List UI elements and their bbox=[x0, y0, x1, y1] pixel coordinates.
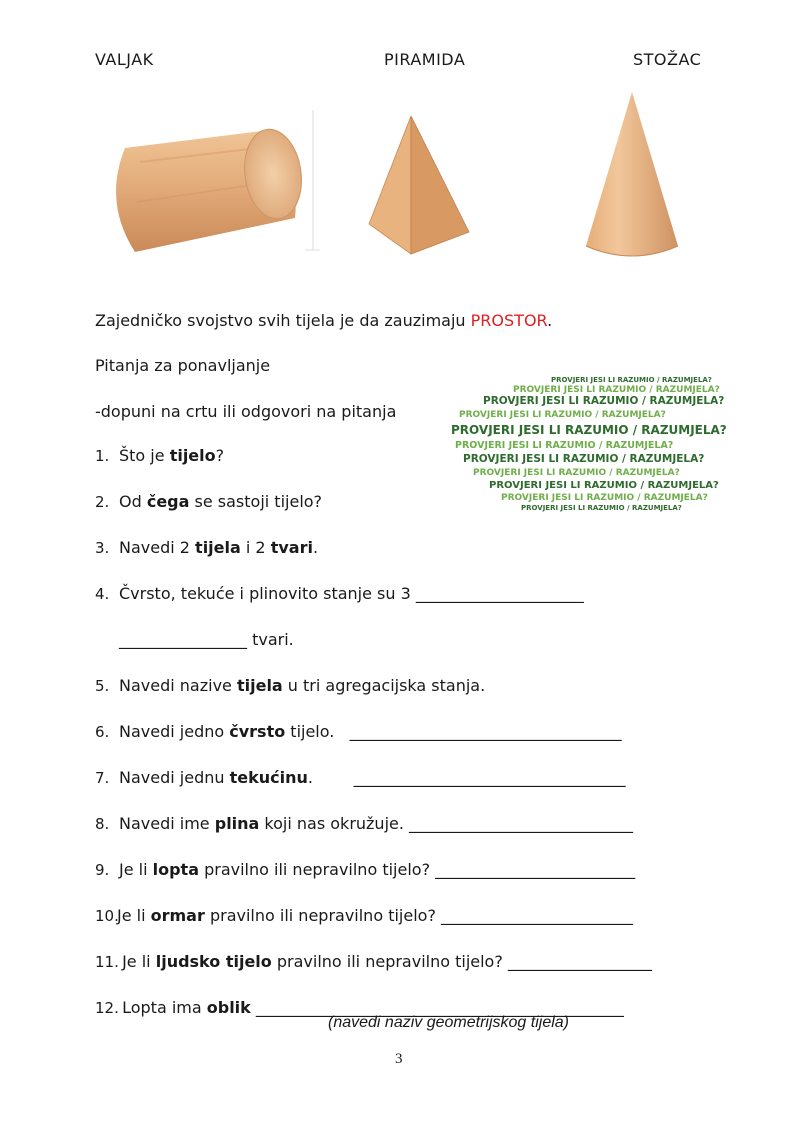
pyramid-image bbox=[365, 112, 475, 262]
question-number: 8. bbox=[95, 815, 110, 833]
keyword: plina bbox=[214, 814, 260, 833]
cloud-phrase: PROVJERI JESI LI RAZUMIO / RAZUMJELA? bbox=[501, 493, 708, 503]
question-2 bbox=[95, 492, 322, 511]
question-text: Navedi nazive bbox=[119, 676, 237, 695]
question-text: Navedi ime bbox=[119, 814, 215, 833]
cloud-phrase: PROVJERI JESI LI RAZUMIO / RAZUMJELA? bbox=[459, 410, 666, 420]
note: (navedi naziv geometrijskog tijela) bbox=[328, 1014, 569, 1031]
prostor-highlight: PROSTOR bbox=[470, 311, 548, 330]
keyword: tijela bbox=[195, 538, 241, 557]
question-text: Navedi 2 bbox=[119, 538, 196, 557]
keyword: ormar bbox=[150, 906, 205, 925]
cloud-phrase: PROVJERI JESI LI RAZUMIO / RAZUMJELA? bbox=[455, 440, 674, 451]
question-text: Od bbox=[119, 492, 147, 511]
question-number: 10. bbox=[95, 907, 119, 925]
question-1 bbox=[95, 446, 224, 465]
keyword: ljudsko tijelo bbox=[155, 952, 272, 971]
keyword: oblik bbox=[206, 998, 251, 1017]
question-number: 6. bbox=[95, 723, 110, 741]
question-text: Čvrsto, tekuće i plinovito stanje su 3 _____________________ bbox=[119, 584, 584, 603]
cone-label: STOŽAC bbox=[633, 50, 702, 69]
keyword: tijela bbox=[236, 676, 283, 695]
keyword: lopta bbox=[152, 860, 199, 879]
question-text: tijelo. __________________________________ bbox=[285, 722, 622, 741]
cloud-phrase: PROVJERI JESI LI RAZUMIO / RAZUMJELA? bbox=[463, 453, 705, 465]
question-text: Navedi jedno bbox=[119, 722, 230, 741]
question-4-continuation: ________________ tvari. bbox=[119, 630, 294, 649]
keyword: čvrsto bbox=[229, 722, 286, 741]
question-text: se sastoji tijelo? bbox=[189, 492, 323, 511]
cloud-phrase: PROVJERI JESI LI RAZUMIO / RAZUMJELA? bbox=[521, 504, 682, 512]
question-text: Navedi jednu bbox=[119, 768, 230, 787]
question-10 bbox=[95, 906, 633, 925]
question-6 bbox=[95, 722, 622, 741]
question-text: ______________________________________________ bbox=[250, 998, 624, 1017]
question-7 bbox=[95, 768, 626, 787]
question-text: . __________________________________ bbox=[307, 768, 626, 787]
intro-end: . bbox=[547, 311, 553, 330]
cloud-phrase: PROVJERI JESI LI RAZUMIO / RAZUMJELA? bbox=[451, 423, 727, 437]
question-text: . bbox=[312, 538, 319, 557]
intro-sentence bbox=[95, 311, 552, 330]
question-number: 4. bbox=[95, 585, 110, 603]
keyword: tekućinu bbox=[229, 768, 308, 787]
question-9 bbox=[95, 860, 635, 879]
question-text: koji nas okružuje. ____________________________ bbox=[259, 814, 634, 833]
question-text: ? bbox=[215, 446, 225, 465]
cloud-phrase: PROVJERI JESI LI RAZUMIO / RAZUMJELA? bbox=[513, 385, 720, 395]
question-number: 11. bbox=[95, 953, 119, 971]
intro-text: Zajedničko svojstvo svih tijela je da zauzimaju bbox=[95, 311, 471, 330]
pyramid-label: PIRAMIDA bbox=[384, 50, 466, 69]
question-number: 3. bbox=[95, 539, 110, 557]
question-number: 12. bbox=[95, 999, 119, 1017]
question-number: 7. bbox=[95, 769, 110, 787]
section-title: Pitanja za ponavljanje bbox=[95, 356, 271, 375]
question-text: Je li bbox=[117, 952, 156, 971]
keyword: tvari bbox=[270, 538, 313, 557]
cloud-phrase: PROVJERI JESI LI RAZUMIO / RAZUMJELA? bbox=[473, 468, 680, 478]
question-8 bbox=[95, 814, 633, 833]
keyword: tijelo bbox=[169, 446, 216, 465]
question-text: u tri agregacijska stanja. bbox=[282, 676, 486, 695]
question-text: pravilno ili nepravilno tijelo? _________________________ bbox=[199, 860, 636, 879]
question-text: Je li bbox=[119, 860, 153, 879]
word-cloud-image bbox=[447, 374, 737, 524]
question-text: pravilno ili nepravilno tijelo? __________________ bbox=[271, 952, 652, 971]
cylinder-label: VALJAK bbox=[95, 50, 154, 69]
question-5 bbox=[95, 676, 485, 695]
cloud-phrase: PROVJERI JESI LI RAZUMIO / RAZUMJELA? bbox=[483, 395, 725, 407]
question-text: i 2 bbox=[240, 538, 271, 557]
question-11 bbox=[95, 952, 652, 971]
cone-image bbox=[582, 88, 682, 268]
question-number: 1. bbox=[95, 447, 110, 465]
cloud-phrase: PROVJERI JESI LI RAZUMIO / RAZUMJELA? bbox=[551, 376, 712, 384]
question-4 bbox=[95, 584, 584, 603]
question-number: 2. bbox=[95, 493, 110, 511]
instruction: -dopuni na crtu ili odgovori na pitanja bbox=[95, 402, 397, 421]
question-3 bbox=[95, 538, 318, 557]
question-number: 9. bbox=[95, 861, 110, 879]
cloud-phrase: PROVJERI JESI LI RAZUMIO / RAZUMJELA? bbox=[489, 480, 719, 491]
question-text: Što je bbox=[119, 446, 170, 465]
keyword: čega bbox=[146, 492, 190, 511]
cylinder-image bbox=[95, 110, 320, 260]
question-text: pravilno ili nepravilno tijelo? ________________________ bbox=[204, 906, 634, 925]
page-number: 3 bbox=[395, 1051, 403, 1067]
question-text: Lopta ima bbox=[117, 998, 207, 1017]
question-number: 5. bbox=[95, 677, 110, 695]
question-text: Je li bbox=[117, 906, 151, 925]
